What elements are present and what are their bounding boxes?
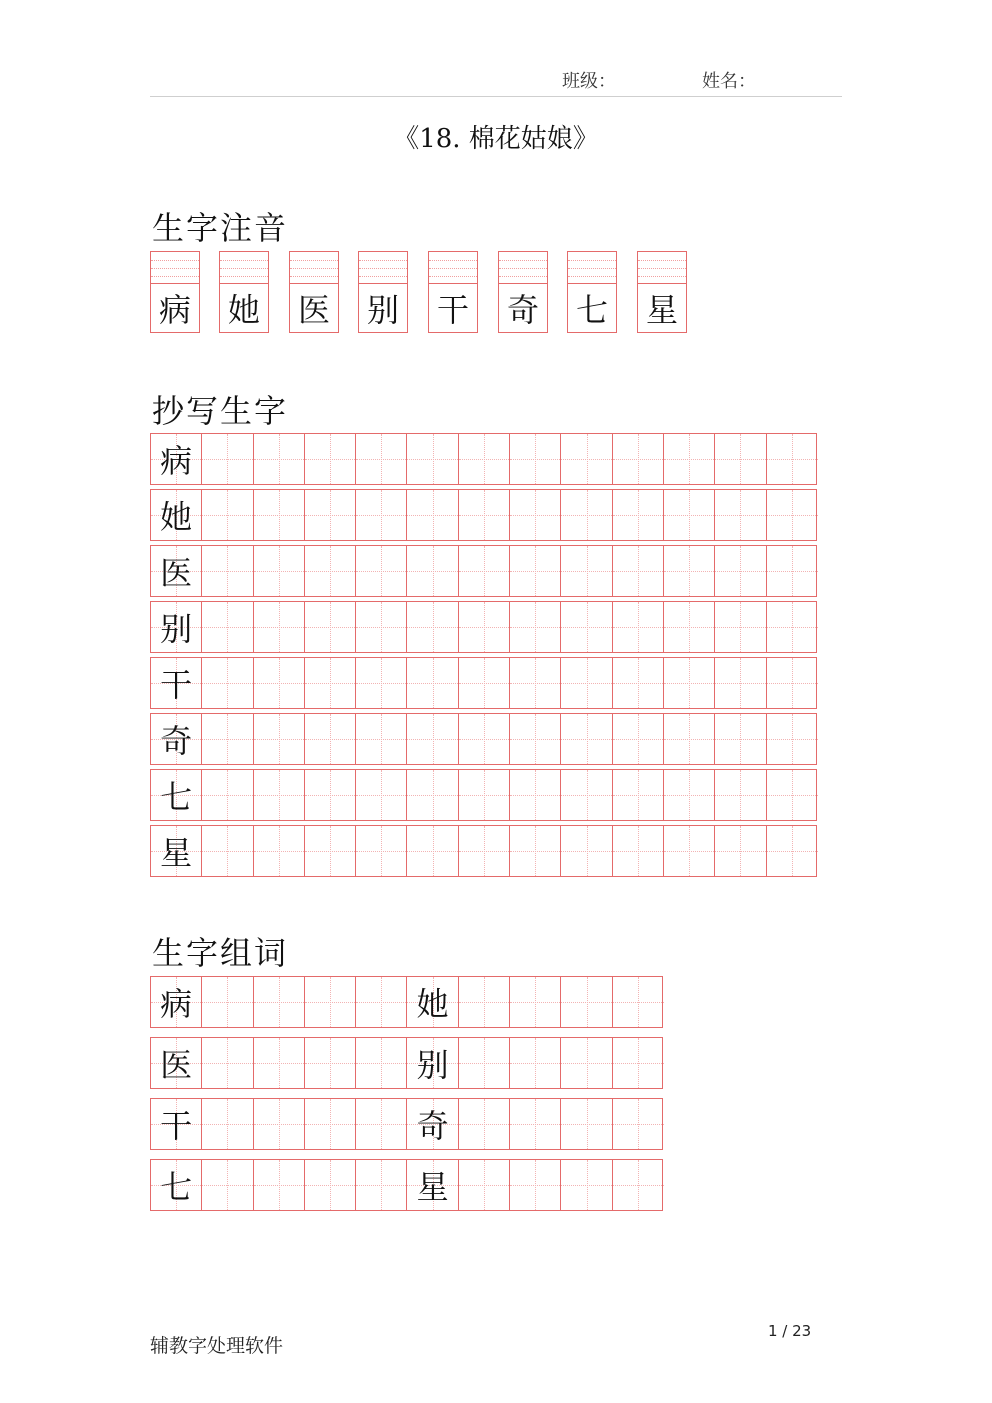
- writing-cell[interactable]: [613, 714, 664, 764]
- pinyin-guide-line: [429, 276, 477, 277]
- writing-cell[interactable]: [407, 658, 458, 708]
- writing-cell[interactable]: [613, 1099, 664, 1149]
- pinyin-guide-line: [220, 260, 268, 261]
- writing-cell[interactable]: [459, 490, 510, 540]
- writing-cell[interactable]: [767, 602, 818, 652]
- writing-cell[interactable]: [561, 434, 612, 484]
- model-character-cell: [151, 490, 202, 540]
- pinyin-cell[interactable]: [289, 251, 339, 333]
- writing-cell[interactable]: [305, 1099, 356, 1149]
- character-glyph: 星: [160, 834, 193, 872]
- writing-cell[interactable]: [613, 602, 664, 652]
- writing-cell[interactable]: [254, 546, 305, 596]
- pinyin-cell[interactable]: [428, 251, 478, 333]
- document-title: 《18. 棉花姑娘》: [393, 124, 599, 154]
- writing-cell[interactable]: [715, 490, 766, 540]
- char-zone: [220, 284, 268, 332]
- writing-cell[interactable]: [202, 977, 253, 1027]
- practice-row: [150, 1098, 663, 1150]
- writing-cell[interactable]: [305, 770, 356, 820]
- pinyin-guide-line: [359, 260, 407, 261]
- writing-cell[interactable]: [202, 490, 253, 540]
- model-character-cell: [151, 770, 202, 820]
- writing-cell[interactable]: [254, 602, 305, 652]
- pinyin-guide-line: [290, 268, 338, 269]
- character-glyph: 别: [366, 291, 399, 329]
- pinyin-cell[interactable]: [567, 251, 617, 333]
- pinyin-guide-line: [359, 276, 407, 277]
- writing-cell[interactable]: [356, 490, 407, 540]
- char-zone: [151, 284, 199, 332]
- writing-cell[interactable]: [305, 826, 356, 876]
- character-glyph: 病: [160, 985, 193, 1023]
- writing-cell[interactable]: [767, 770, 818, 820]
- model-character-cell: [407, 1099, 458, 1149]
- writing-cell[interactable]: [356, 434, 407, 484]
- character-glyph: 七: [575, 291, 608, 329]
- writing-cell[interactable]: [305, 602, 356, 652]
- writing-cell[interactable]: [510, 546, 561, 596]
- pinyin-guide-line: [429, 268, 477, 269]
- practice-row: [150, 713, 817, 765]
- character-glyph: 她: [416, 985, 449, 1023]
- pinyin-guide-line: [499, 276, 547, 277]
- writing-cell[interactable]: [715, 826, 766, 876]
- header-rule: [150, 96, 842, 97]
- pinyin-guide-line: [151, 268, 199, 269]
- pinyin-writing-zone[interactable]: [568, 252, 616, 284]
- writing-cell[interactable]: [561, 977, 612, 1027]
- character-glyph: 奇: [160, 722, 193, 760]
- practice-row: [150, 601, 817, 653]
- class-label: 班级：: [562, 71, 616, 92]
- writing-cell[interactable]: [510, 490, 561, 540]
- character-glyph: 奇: [506, 291, 539, 329]
- writing-cell[interactable]: [356, 658, 407, 708]
- writing-cell[interactable]: [459, 546, 510, 596]
- writing-cell[interactable]: [254, 1099, 305, 1149]
- practice-row: [150, 433, 817, 485]
- pinyin-writing-zone[interactable]: [499, 252, 547, 284]
- writing-cell[interactable]: [561, 490, 612, 540]
- pinyin-guide-line: [220, 268, 268, 269]
- writing-cell[interactable]: [202, 826, 253, 876]
- model-character-cell: [151, 826, 202, 876]
- character-glyph: 医: [160, 554, 193, 592]
- model-character-cell: [151, 1038, 202, 1088]
- writing-cell[interactable]: [305, 714, 356, 764]
- character-glyph: 病: [160, 442, 193, 480]
- pinyin-guide-line: [499, 260, 547, 261]
- writing-cell[interactable]: [254, 714, 305, 764]
- writing-cell[interactable]: [254, 1160, 305, 1210]
- writing-cell[interactable]: [407, 546, 458, 596]
- writing-cell[interactable]: [561, 546, 612, 596]
- practice-row: [150, 976, 663, 1028]
- writing-cell[interactable]: [510, 714, 561, 764]
- writing-cell[interactable]: [459, 602, 510, 652]
- writing-cell[interactable]: [407, 490, 458, 540]
- character-glyph: 星: [416, 1168, 449, 1206]
- pinyin-cell[interactable]: [219, 251, 269, 333]
- name-label: 姓名：: [702, 71, 756, 92]
- writing-cell[interactable]: [459, 1038, 510, 1088]
- writing-cell[interactable]: [510, 1099, 561, 1149]
- writing-cell[interactable]: [407, 434, 458, 484]
- writing-cell[interactable]: [254, 490, 305, 540]
- char-zone: [568, 284, 616, 332]
- writing-cell[interactable]: [202, 546, 253, 596]
- pinyin-guide-line: [429, 260, 477, 261]
- writing-cell[interactable]: [664, 434, 715, 484]
- char-zone: [359, 284, 407, 332]
- writing-cell[interactable]: [510, 602, 561, 652]
- model-character-cell: [151, 714, 202, 764]
- annotate-heading: 生字注音: [152, 209, 289, 247]
- writing-cell[interactable]: [356, 826, 407, 876]
- writing-cell[interactable]: [510, 977, 561, 1027]
- pinyin-guide-line: [499, 268, 547, 269]
- character-glyph: 她: [227, 291, 260, 329]
- writing-cell[interactable]: [510, 1038, 561, 1088]
- model-character-cell: [407, 1160, 458, 1210]
- writing-cell[interactable]: [305, 490, 356, 540]
- character-glyph: 干: [160, 666, 193, 704]
- model-character-cell: [151, 658, 202, 708]
- writing-cell[interactable]: [305, 977, 356, 1027]
- pinyin-cell[interactable]: [637, 251, 687, 333]
- writing-cell[interactable]: [356, 546, 407, 596]
- writing-cell[interactable]: [510, 434, 561, 484]
- character-glyph: 别: [160, 610, 193, 648]
- writing-cell[interactable]: [613, 546, 664, 596]
- writing-cell[interactable]: [459, 1160, 510, 1210]
- writing-cell[interactable]: [664, 714, 715, 764]
- pinyin-cell[interactable]: [150, 251, 200, 333]
- practice-row: [150, 825, 817, 877]
- writing-cell[interactable]: [767, 490, 818, 540]
- writing-cell[interactable]: [356, 770, 407, 820]
- writing-cell[interactable]: [305, 1038, 356, 1088]
- writing-cell[interactable]: [767, 546, 818, 596]
- pinyin-writing-zone[interactable]: [290, 252, 338, 284]
- writing-cell[interactable]: [407, 714, 458, 764]
- character-glyph: 奇: [416, 1107, 449, 1145]
- writing-cell[interactable]: [407, 602, 458, 652]
- writing-cell[interactable]: [715, 770, 766, 820]
- model-character-cell: [151, 602, 202, 652]
- writing-cell[interactable]: [715, 658, 766, 708]
- pinyin-guide-line: [638, 260, 686, 261]
- writing-cell[interactable]: [715, 714, 766, 764]
- writing-cell[interactable]: [715, 546, 766, 596]
- pinyin-guide-line: [568, 276, 616, 277]
- model-character-cell: [407, 1038, 458, 1088]
- char-zone: [638, 284, 686, 332]
- writing-cell[interactable]: [715, 434, 766, 484]
- practice-row: [150, 1159, 663, 1211]
- writing-cell[interactable]: [613, 977, 664, 1027]
- writing-cell[interactable]: [356, 714, 407, 764]
- writing-cell[interactable]: [407, 770, 458, 820]
- writing-cell[interactable]: [510, 770, 561, 820]
- writing-cell[interactable]: [715, 602, 766, 652]
- writing-cell[interactable]: [459, 1099, 510, 1149]
- practice-row: [150, 657, 817, 709]
- pinyin-writing-zone[interactable]: [429, 252, 477, 284]
- pinyin-guide-line: [568, 260, 616, 261]
- model-character-cell: [151, 977, 202, 1027]
- writing-cell[interactable]: [356, 602, 407, 652]
- writing-cell[interactable]: [510, 1160, 561, 1210]
- character-glyph: 医: [160, 1046, 193, 1084]
- char-zone: [429, 284, 477, 332]
- character-glyph: 七: [160, 1168, 193, 1206]
- pinyin-writing-zone[interactable]: [151, 252, 199, 284]
- writing-cell[interactable]: [664, 770, 715, 820]
- character-glyph: 她: [160, 498, 193, 536]
- writing-cell[interactable]: [767, 434, 818, 484]
- writing-cell[interactable]: [561, 1099, 612, 1149]
- character-glyph: 星: [645, 291, 678, 329]
- pinyin-guide-line: [638, 276, 686, 277]
- writing-cell[interactable]: [202, 434, 253, 484]
- writing-cell[interactable]: [305, 1160, 356, 1210]
- writing-cell[interactable]: [613, 1038, 664, 1088]
- writing-cell[interactable]: [561, 1038, 612, 1088]
- writing-cell[interactable]: [664, 658, 715, 708]
- practice-row: [150, 1037, 663, 1089]
- writing-cell[interactable]: [459, 977, 510, 1027]
- writing-cell[interactable]: [202, 714, 253, 764]
- writing-cell[interactable]: [305, 658, 356, 708]
- model-character-cell: [151, 434, 202, 484]
- writing-cell[interactable]: [202, 1160, 253, 1210]
- writing-cell[interactable]: [510, 826, 561, 876]
- pinyin-guide-line: [638, 268, 686, 269]
- writing-cell[interactable]: [254, 658, 305, 708]
- writing-cell[interactable]: [561, 658, 612, 708]
- writing-cell[interactable]: [305, 546, 356, 596]
- writing-cell[interactable]: [561, 1160, 612, 1210]
- writing-cell[interactable]: [561, 770, 612, 820]
- writing-cell[interactable]: [561, 714, 612, 764]
- pinyin-cell[interactable]: [358, 251, 408, 333]
- writing-cell[interactable]: [613, 770, 664, 820]
- pinyin-guide-line: [568, 268, 616, 269]
- pinyin-writing-zone[interactable]: [220, 252, 268, 284]
- pinyin-guide-line: [151, 276, 199, 277]
- practice-row: [150, 769, 817, 821]
- model-character-cell: [407, 977, 458, 1027]
- writing-cell[interactable]: [356, 1160, 407, 1210]
- writing-cell[interactable]: [254, 770, 305, 820]
- writing-cell[interactable]: [613, 658, 664, 708]
- model-character-cell: [151, 1099, 202, 1149]
- practice-row: [150, 489, 817, 541]
- writing-cell[interactable]: [613, 434, 664, 484]
- footer-software-name: 辅教字处理软件: [150, 1335, 284, 1357]
- writing-cell[interactable]: [664, 826, 715, 876]
- character-glyph: 病: [158, 291, 191, 329]
- character-glyph: 干: [160, 1107, 193, 1145]
- writing-cell[interactable]: [459, 658, 510, 708]
- writing-cell[interactable]: [202, 602, 253, 652]
- writing-cell[interactable]: [254, 826, 305, 876]
- writing-cell[interactable]: [407, 826, 458, 876]
- pinyin-writing-zone[interactable]: [359, 252, 407, 284]
- writing-cell[interactable]: [459, 770, 510, 820]
- writing-cell[interactable]: [356, 977, 407, 1027]
- char-zone: [499, 284, 547, 332]
- writing-cell[interactable]: [202, 1099, 253, 1149]
- writing-cell[interactable]: [767, 826, 818, 876]
- character-glyph: 七: [160, 778, 193, 816]
- page-number: 1 / 23: [768, 1322, 812, 1340]
- writing-cell[interactable]: [767, 714, 818, 764]
- model-character-cell: [151, 1160, 202, 1210]
- writing-cell[interactable]: [254, 977, 305, 1027]
- writing-cell[interactable]: [459, 714, 510, 764]
- compose-heading: 生字组词: [152, 934, 289, 972]
- model-character-cell: [151, 546, 202, 596]
- writing-cell[interactable]: [613, 490, 664, 540]
- writing-cell[interactable]: [202, 1038, 253, 1088]
- writing-cell[interactable]: [613, 826, 664, 876]
- writing-cell[interactable]: [305, 434, 356, 484]
- pinyin-guide-line: [290, 260, 338, 261]
- copy-heading: 抄写生字: [152, 392, 289, 430]
- writing-cell[interactable]: [664, 602, 715, 652]
- pinyin-guide-line: [359, 268, 407, 269]
- pinyin-guide-line: [220, 276, 268, 277]
- writing-cell[interactable]: [459, 826, 510, 876]
- writing-cell[interactable]: [254, 434, 305, 484]
- writing-cell[interactable]: [254, 1038, 305, 1088]
- writing-cell[interactable]: [356, 1099, 407, 1149]
- pinyin-writing-zone[interactable]: [638, 252, 686, 284]
- writing-cell[interactable]: [202, 770, 253, 820]
- pinyin-guide-line: [151, 260, 199, 261]
- writing-cell[interactable]: [664, 546, 715, 596]
- pinyin-cell[interactable]: [498, 251, 548, 333]
- character-glyph: 医: [297, 291, 330, 329]
- writing-cell[interactable]: [561, 602, 612, 652]
- character-glyph: 别: [416, 1046, 449, 1084]
- practice-row: [150, 545, 817, 597]
- writing-cell[interactable]: [510, 658, 561, 708]
- pinyin-guide-line: [290, 276, 338, 277]
- character-glyph: 干: [436, 291, 469, 329]
- writing-cell[interactable]: [767, 658, 818, 708]
- writing-cell[interactable]: [561, 826, 612, 876]
- writing-cell[interactable]: [613, 1160, 664, 1210]
- writing-cell[interactable]: [459, 434, 510, 484]
- writing-cell[interactable]: [202, 658, 253, 708]
- writing-cell[interactable]: [356, 1038, 407, 1088]
- char-zone: [290, 284, 338, 332]
- writing-cell[interactable]: [664, 490, 715, 540]
